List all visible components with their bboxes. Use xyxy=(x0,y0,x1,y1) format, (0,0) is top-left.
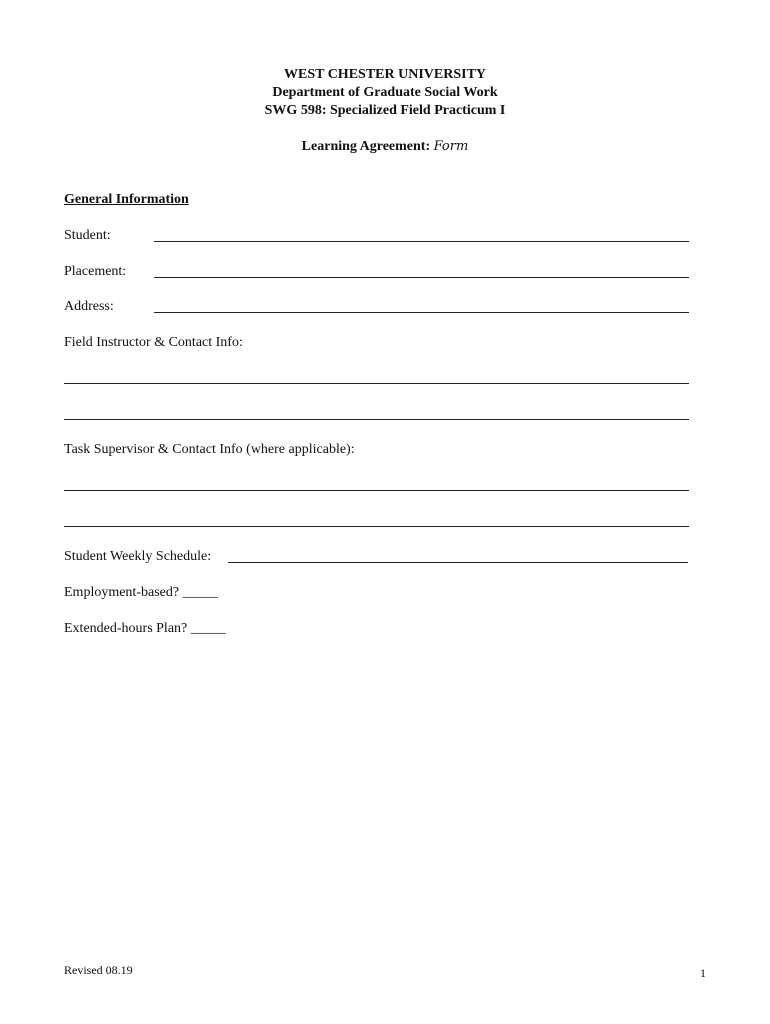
address-field-line[interactable] xyxy=(154,312,689,313)
form-subtitle xyxy=(0,138,770,156)
university-name: WEST CHESTER UNIVERSITY xyxy=(283,67,487,82)
weekly-schedule-field-line[interactable] xyxy=(228,562,688,563)
employment-based-field[interactable]: Employment-based? _____ xyxy=(64,585,218,600)
address-label: Address: xyxy=(64,299,114,314)
student-field-line[interactable] xyxy=(154,241,689,242)
page-number: 1 xyxy=(700,966,706,980)
department-name: Department of Graduate Social Work xyxy=(272,85,498,100)
subtitle-italic: Form xyxy=(433,139,469,154)
subtitle-bold: Learning Agreement: xyxy=(301,139,431,154)
document-header xyxy=(0,66,770,120)
task-supervisor-line-1[interactable] xyxy=(64,490,689,491)
placement-label: Placement: xyxy=(64,264,127,279)
course-title: SWG 598: Specialized Field Practicum I xyxy=(264,103,506,118)
extended-hours-field[interactable]: Extended-hours Plan? _____ xyxy=(64,621,226,636)
weekly-schedule-label: Student Weekly Schedule: xyxy=(64,549,212,564)
field-instructor-label: Field Instructor & Contact Info: xyxy=(64,335,243,350)
student-label: Student: xyxy=(64,228,111,243)
field-instructor-line-2[interactable] xyxy=(64,419,689,420)
field-instructor-line-1[interactable] xyxy=(64,383,689,384)
placement-field-line[interactable] xyxy=(154,277,689,278)
task-supervisor-line-2[interactable] xyxy=(64,526,689,527)
revision-note: Revised 08.19 xyxy=(64,963,133,977)
section-title-general-information: General Information xyxy=(64,192,189,207)
task-supervisor-label: Task Supervisor & Contact Info (where applicable): xyxy=(64,442,355,457)
